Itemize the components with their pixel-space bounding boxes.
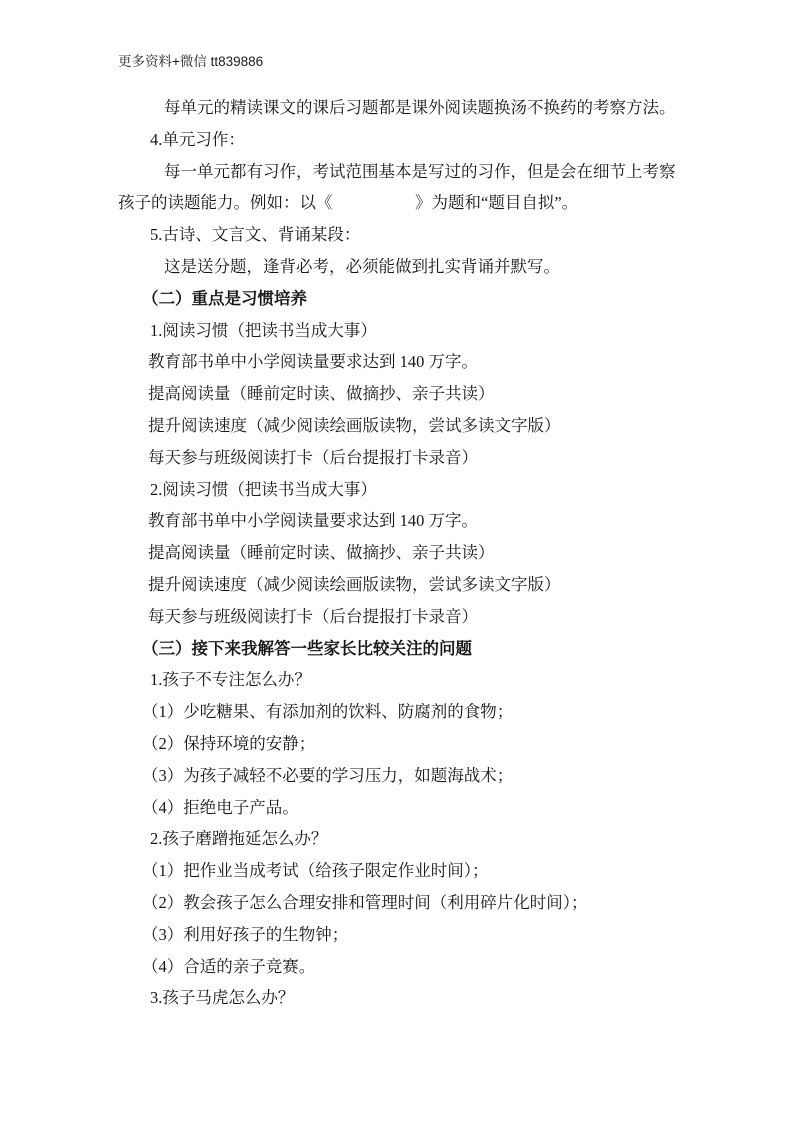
doc-line: 提升阅读速度（减少阅读绘画版读物，尝试多读文字版） — [148, 574, 561, 594]
doc-line: 2.孩子磨蹭拖延怎么办？ — [150, 829, 328, 849]
doc-line: （1）把作业当成考试（给孩子限定作业时间）； — [142, 861, 489, 881]
doc-line: （3）利用好孩子的生物钟； — [142, 924, 349, 944]
doc-line: （2）保持环境的安静； — [142, 733, 316, 753]
doc-line: （2）教会孩子怎么合理安排和管理时间（利用碎片化时间）； — [142, 892, 588, 912]
doc-line: 1.孩子不专注怎么办？ — [150, 670, 311, 690]
doc-line: 提升阅读速度（减少阅读绘画版读物，尝试多读文字版） — [148, 415, 561, 435]
doc-line: （1）少吃糖果、有添加剂的饮料、防腐剂的食物； — [142, 702, 514, 722]
doc-line: 这是送分题，逢背必考，必须能做到扎实背诵并默写。 — [164, 256, 560, 276]
doc-line: 孩子的读题能力。例如：以《 》为题和“题目自拟”。 — [118, 193, 579, 213]
doc-line: 5.古诗、文言文、背诵某段： — [150, 225, 361, 245]
doc-line: （3）为孩子减轻不必要的学习压力，如题海战术； — [142, 765, 514, 785]
doc-line: 每一单元都有习作，考试范围基本是写过的习作，但是会在细节上考察 — [164, 161, 676, 181]
doc-line: 教育部书单中小学阅读量要求达到 140 万字。 — [148, 352, 478, 372]
doc-line: （二）重点是习惯培养 — [142, 288, 307, 308]
doc-line: 每天参与班级阅读打卡（后台提报打卡录音） — [148, 606, 478, 626]
document-body — [118, 92, 678, 1014]
doc-line: 教育部书单中小学阅读量要求达到 140 万字。 — [148, 511, 478, 531]
doc-line: 每单元的精读课文的课后习题都是课外阅读题换汤不换药的考察方法。 — [164, 98, 676, 117]
doc-line: 提高阅读量（睡前定时读、做摘抄、亲子共读） — [148, 384, 495, 404]
doc-line: （4）合适的亲子竞赛。 — [142, 956, 316, 976]
doc-line: 4.单元习作： — [150, 129, 245, 149]
watermark-header: 更多资料+微信 tt839886 — [118, 54, 264, 69]
doc-line: 每天参与班级阅读打卡（后台提报打卡录音） — [148, 447, 478, 467]
doc-line: （三）接下来我解答一些家长比较关注的问题 — [142, 638, 472, 658]
doc-line: 2.阅读习惯（把读书当成大事） — [150, 479, 377, 499]
doc-line: （4）拒绝电子产品。 — [142, 797, 299, 817]
doc-line: 3.孩子马虎怎么办？ — [150, 988, 295, 1008]
doc-line: 1.阅读习惯（把读书当成大事） — [150, 320, 377, 340]
doc-line: 提高阅读量（睡前定时读、做摘抄、亲子共读） — [148, 543, 495, 563]
